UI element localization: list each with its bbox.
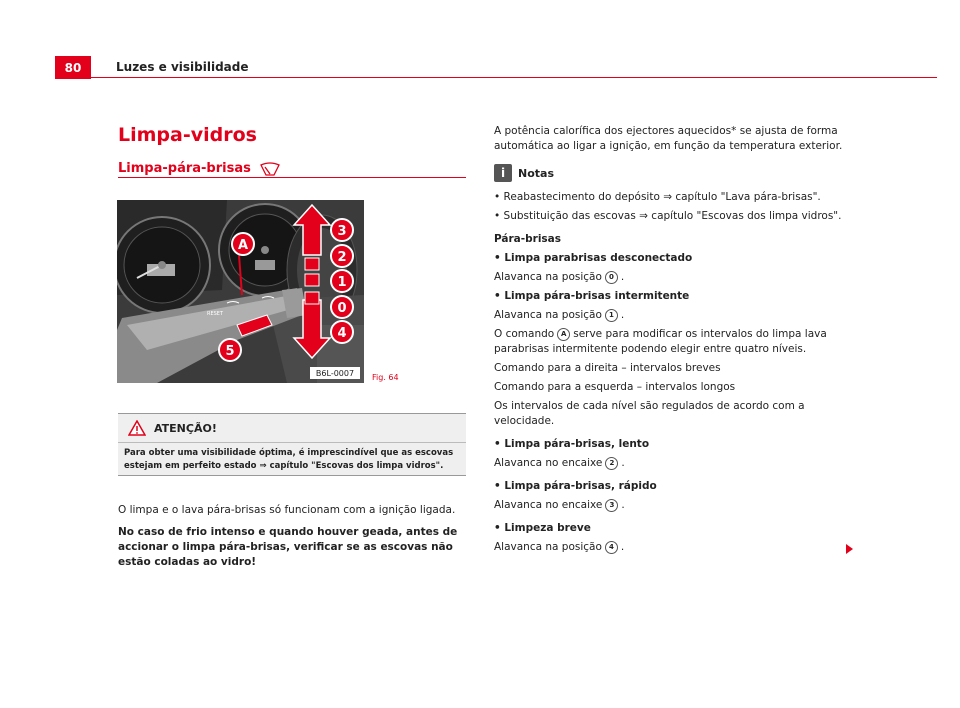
windscreen-wiper-icon (259, 162, 281, 176)
svg-text:2: 2 (337, 250, 347, 265)
figure-illustration (117, 200, 364, 383)
section-heading-windscreen: Pára-brisas (494, 233, 561, 245)
item-fast-title: • Limpa pára-brisas, rápido (494, 480, 657, 492)
right-column (494, 124, 854, 555)
warning-header (118, 414, 466, 443)
figure-code: B6L-0007 (315, 369, 355, 378)
figure-label: Fig. 64 (372, 373, 399, 382)
callout-2 (331, 245, 353, 267)
item-fast-text: Alavanca no encaixe 3 . (494, 499, 625, 511)
svg-text:5: 5 (225, 344, 235, 359)
svg-text:4: 4 (337, 326, 347, 341)
figure-wiper-lever (117, 200, 364, 383)
right-interval-text: Comando para a direita – intervalos breves (494, 362, 721, 374)
callout-5 (219, 339, 241, 361)
running-head: Luzes e visibilidade (116, 60, 249, 74)
switch-label: RESET (207, 311, 224, 317)
warning-box (118, 413, 466, 476)
key-badge-3: 3 (605, 499, 618, 512)
key-badge-2: 2 (605, 457, 618, 470)
item-brief-title: • Limpeza breve (494, 522, 591, 534)
notes-title: Notas (518, 166, 554, 180)
info-icon: i (494, 164, 512, 182)
notes-header (494, 164, 854, 182)
item-slow-text: Alavanca no encaixe 2 . (494, 457, 625, 469)
note-item: • Reabastecimento do depósito ⇒ capítulo "Lava pára-brisas". (494, 191, 821, 203)
section-title: Limpa-vidros (118, 124, 257, 146)
subsection-rule (118, 177, 466, 178)
left-interval-text: Comando para a esquerda – intervalos longos (494, 381, 736, 393)
item-intermittent-text: Alavanca na posição 1 . (494, 309, 625, 321)
levels-text: Os intervalos de cada nível são regulados de acordo com a velocidade. (494, 400, 805, 427)
page-number: 80 (55, 56, 91, 79)
callout-A (232, 233, 254, 255)
key-badge-1: 1 (605, 309, 618, 322)
subsection-title-text: Limpa-pára-brisas (118, 161, 251, 176)
key-badge-0: 0 (605, 271, 618, 284)
key-badge-4: 4 (605, 541, 618, 554)
command-paragraph: O comando A serve para modificar os intervalos do limpa lava parabrisas intermitente podendo elegir entre quatro níveis. (494, 328, 827, 355)
callout-4 (331, 321, 353, 343)
svg-text:1: 1 (337, 275, 347, 290)
left-paragraph-1: O limpa e o lava pára-brisas só funcionam com a ignição ligada. (118, 504, 456, 516)
continue-arrow-icon (846, 544, 853, 554)
item-slow-title: • Limpa pára-brisas, lento (494, 438, 650, 450)
item-off-title: • Limpa parabrisas desconectado (494, 252, 693, 264)
warning-title: ATENÇÃO! (154, 421, 217, 435)
item-off-text: Alavanca na posição 0 . (494, 271, 625, 283)
svg-text:0: 0 (337, 301, 347, 316)
warning-triangle-icon (128, 420, 146, 436)
note-item: • Substituição das escovas ⇒ capítulo "Escovas dos limpa vidros". (494, 210, 842, 222)
item-brief-text: Alavanca na posição 4 . (494, 541, 625, 553)
intro-paragraph: A potência calorífica dos ejectores aquecidos* se ajusta de forma automática ao ligar a ignição, em função da temperatura exterior. (494, 125, 843, 152)
svg-text:A: A (237, 238, 249, 253)
left-paragraph-2: No caso de frio intenso e quando houver geada, antes de accionar o limpa pára-brisas, verificar se as escovas não estão coladas ao vidro! (118, 526, 458, 568)
callout-1 (331, 270, 353, 292)
item-intermittent-title: • Limpa pára-brisas intermitente (494, 290, 690, 302)
callout-0 (331, 296, 353, 318)
subsection-title (118, 161, 281, 176)
warning-text: Para obter uma visibilidade óptima, é imprescindível que as escovas estejam em perfeito estado ⇒ capítulo "Escovas dos limpa vidros". (124, 448, 454, 471)
header-rule (55, 77, 937, 78)
svg-text:3: 3 (337, 224, 347, 239)
left-body (118, 503, 468, 577)
callout-3 (331, 219, 353, 241)
key-badge-A: A (557, 328, 570, 341)
